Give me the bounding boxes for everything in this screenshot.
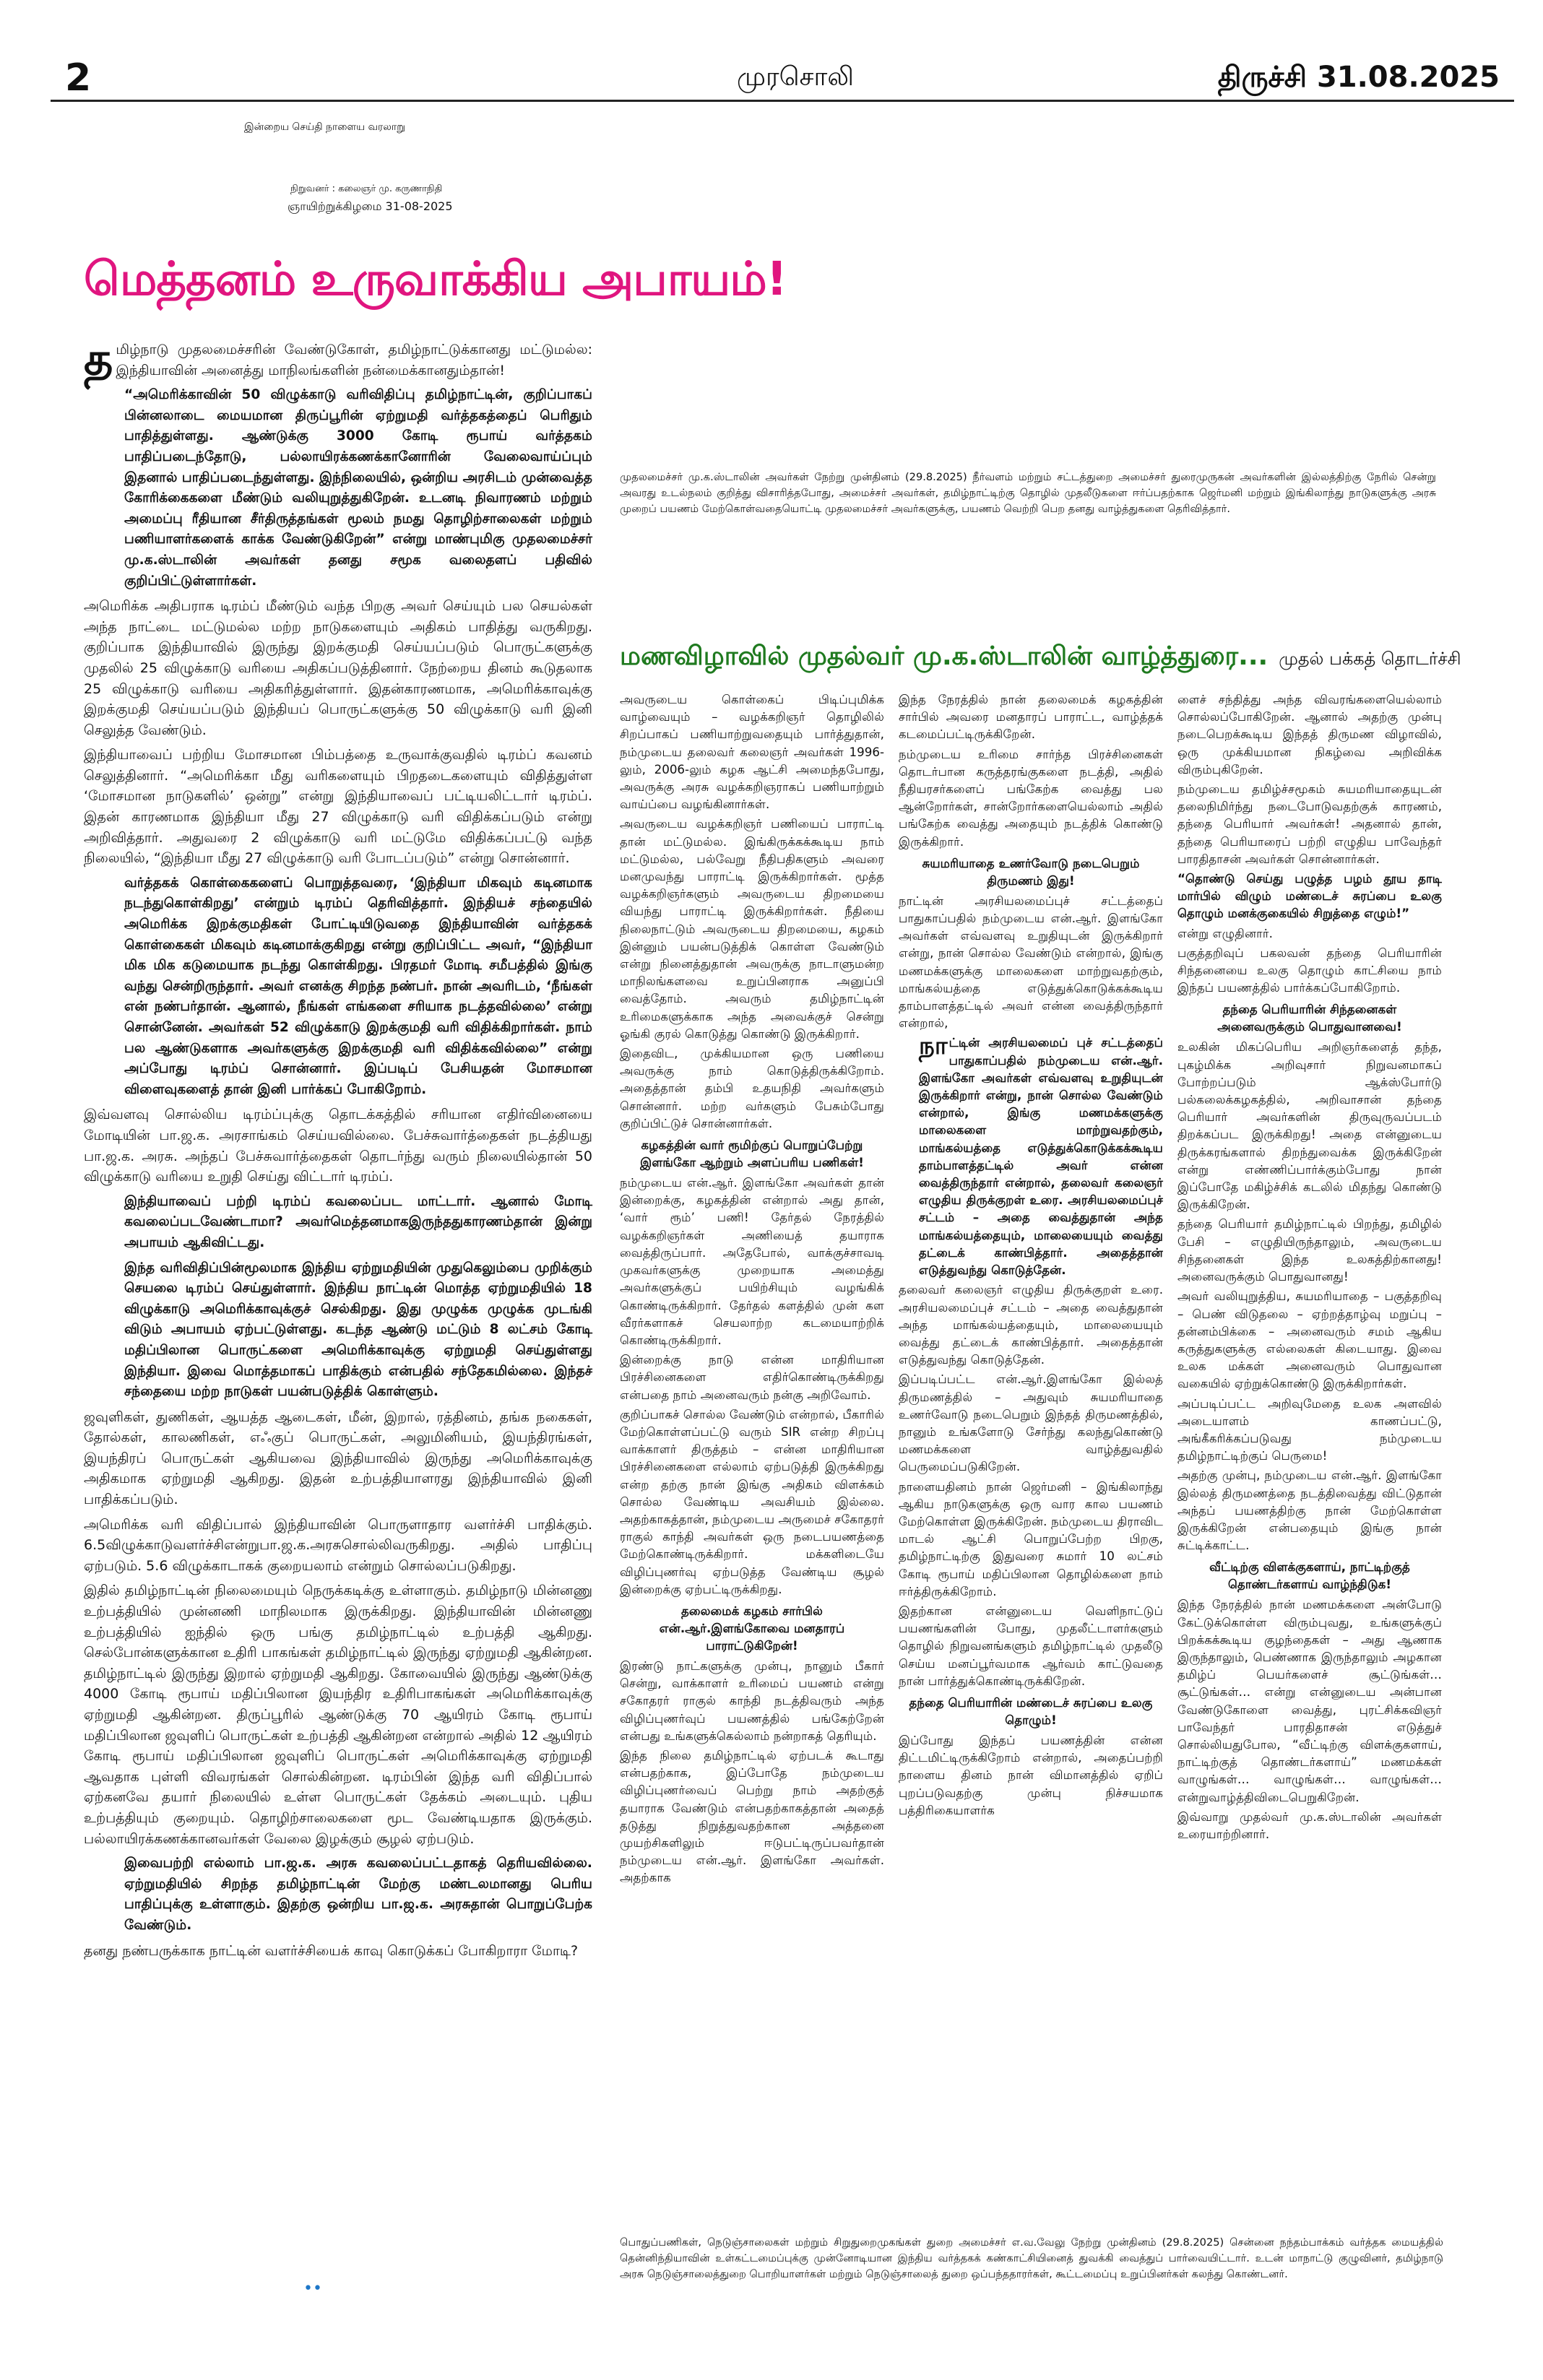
poem-quote: “தொண்டு செய்து பழுத்த பழம் தூய தாடி மார்பில் விழும் மண்டைச் சுரப்பை உலகு தொழும் மனக்குகையில் சிறுத்தை எழும்!” [1177,871,1442,921]
editorial-text: இந்தியாவைப் பற்றி டிரம்ப் கவலைப்பட மாட்டார். ஆனால் மோடி கவலைப்படவேண்டாமா? அவர்மெத்தனமாகஇருந்ததுகாரணம்தான் இன்று அபாயம் ஆகிவிட்டது. [124,1193,592,1250]
photo-caption-bottom: பொதுப்பணிகள், நெடுஞ்சாலைகள் மற்றும் சிறுதுறைமுகங்கள் துறை அமைச்சர் எ.வ.வேலு நேற்று முன்தினம் (29.8.2025) சென்னை நந்தம்பாக்கம் வர்த்தக மையத்தில் தென்னிந்தியாவின் உள்கட்டமைப்புக்கு முன்னோடியான இந்திய வர்த்தகக் கண்காட்சியினைத் துவக்கி வைத்துப் பார்வையிட்டார். உடன் மாநாட்டு குழுவினர், தமிழ்நாடு அரசு நெடுஞ்சாலைத்துறை பொறியாளர்கள் மற்றும் நெடுஞ்சாலைத் துறை ஒப்பந்ததாரர்கள், கூட்டமைப்பு உறுப்பினர்கள் கலந்து கொண்டனர். [620,2236,1443,2280]
feature-paragraph: இதற்கான என்னுடைய வெளிநாட்டுப் பயணங்களின் போது, முதலீட்டாளர்களும் தொழில் நிறுவனங்களும் தமிழ்நாட்டில் முதலீடு செய்ய மனப்பூர்வமாக ஆர்வம் காட்டுவதை நான் பார்த்துக்கொண்டிருக்கிறேன். [899,1603,1163,1688]
editorial-text: இந்த வரிவிதிப்பின்மூலமாக இந்திய ஏற்றுமதியின் முதுகெலும்பை முறிக்கும் செயலை டிரம்ப் செய்துள்ளார். இந்திய நாட்டின் மொத்த ஏற்றுமதியில் 18 விழுக்காடு அமெரிக்காவுக்குச் செல்கிறது. இது முழுக்க முழுக்க முடங்கி விடும் அபாயம் ஏற்பட்டுள்ளது. கடந்த ஆண்டு மட்டும் 8 லட்சம் கோடி மதிப்பிலான பொருட்களை அமெரிக்காவுக்கு ஏற்றுமதி செய்துள்ளது இந்தியா. இவை மொத்தமாகப் பாதிக்கும் என்பதில் சந்தேகமில்லை. இந்தச் சந்தையை மற்ற நாடுகள் பயன்படுத்திக் கொள்ளும். [124,1260,592,1400]
feature-paragraph: நாளையதினம் நான் ஜெர்மனி – இங்கிலாந்து ஆகிய நாடுகளுக்கு ஒரு வார கால பயணம் மேற்கொள்ள இருக்கிறேன். நம்முடைய திராவிட மாடல் ஆட்சி பொறுப்பேற்ற பிறகு, தமிழ்நாட்டிற்கு இதுவரை சுமார் 10 லட்சம் கோடி ரூபாய் மதிப்பிலான தொழில்களை நாம் ஈர்த்திருக்கிறோம். [899,1479,1163,1598]
feature-column-3 [1177,691,1442,1845]
feature-headline [620,641,1461,675]
editorial-paragraph [84,1853,592,1936]
editorial-text: இந்தியாவைப் பற்றிய மோசமான பிம்பத்தை உருவாக்குவதில் டிரம்ப் கவனம் செலுத்தினார். “அமெரிக்கா மீது வரிகளையும் பிறதடைகளையும் விதித்துள்ள ‘மோசமான நாடுகளில்’ ஒன்று” என்று இந்தியாவைப் பட்டியலிட்டார் டிரம்ப். இதன் காரணமாக இந்தியா மீது 27 விழுக்காடு வரி விதிக்கப்படும் என்று அறிவித்தார். அதுவரை 2 விழுக்காடு வரி மட்டுமே விதிக்கப்பட்டு வந்த நிலையில், “இந்தியா மீது 27 விழுக்காடு வரி போடப்படும்” என்று சொன்னார். [84,747,592,867]
feature-paragraph: இந்த நேரத்தில் நான் மணமக்களை அன்போடு கேட்டுக்கொள்ள விரும்புவது, உங்களுக்குப் பிறக்கக்கூடிய குழந்தைகள் – அது ஆணாக இருந்தாலும், பெண்ணாக இருந்தாலும் அழகான தமிழ்ப் பெயர்களைச் சூட்டுங்கள்… சூட்டுங்கள்… என்று என்னுடைய அன்பான வேண்டுகோளை வைத்து, புரட்சிக்கவிஞர் பாவேந்தர் பாரதிதாசன் எடுத்துச் சொல்லியதுபோல, “வீட்டிற்கு விளக்குகளாய், நாட்டிற்குத் தொண்டர்களாய்” மணமக்கள் வாழுங்கள்… வாழுங்கள்… வாழுங்கள்… என்றுவாழ்த்திவிடைபெறுகிறேன். [1177,1597,1442,1804]
editorial-paragraph [84,596,592,740]
subheading: தந்தை பெரியாரின் சிந்தனைகள் அனைவருக்கும் பொதுவானவை! [1217,1002,1402,1034]
subheading: வீட்டிற்கு விளக்குகளாய், நாட்டிற்குத் தொண்டர்களாய் வாழ்ந்திடுக! [1209,1559,1410,1592]
continuation-mark: •• [303,2280,322,2298]
newspaper-name: முரசொலி [737,62,854,92]
editorial-paragraph [84,1104,592,1187]
editorial-paragraph [84,1580,592,1849]
subheading: தந்தை பெரியாரின் மண்டைச் சுரப்பை உலகு தொழும்! [909,1695,1153,1727]
editorial-text: ஜவுளிகள், துணிகள், ஆயத்த ஆடைகள், மீன், இறால், ரத்தினம், தங்க நகைகள், தோல்கள், காலணிகள், எஃகுப் பொருட்கள், அலுமினியம், இயந்திரங்கள், இயந்திரப் பொருட்கள் ஆகியவை இந்தியாவில் இருந்து அமெரிக்காவுக்கு அதிகமாக ஏற்றுமதி ஆகிறது. இதன் உற்பத்தியாளரது இந்தியாவில் இனி பாதிக்கப்படும். [84,1408,592,1508]
editorial-title: மெத்தனம் உருவாக்கிய அபாயம்! [84,253,787,306]
feature-paragraph: அதற்கு முன்பு, நம்முடைய என்.ஆர். இளங்கோ இல்லத் திருமணத்தை நடத்திவைத்து விட்டுதான் அந்தப் பயணத்திற்கு நான் மேற்கொள்ள இருக்கிறேன் என்பதையும் இங்கு நான் சுட்டிக்காட்ட. [1177,1468,1442,1553]
editorial-text: இவைபற்றி எல்லாம் பா.ஜ.க. அரசு கவலைப்பட்டதாகத் தெரியவில்லை. ஏற்றுமதியில் சிறந்த தமிழ்நாட்டின் மேற்கு மண்டலமானது பெரிய பாதிப்புக்கு உள்ளாகும். இதற்கு ஒன்றிய பா.ஜ.க. அரசுதான் பொறுப்பேற்க வேண்டும். [124,1856,592,1933]
editorial-paragraph [84,1407,592,1510]
editorial-text: மிழ்நாடு முதலமைச்சரின் வேண்டுகோள், தமிழ்நாட்டுக்கானது மட்டுமல்ல: இந்தியாவின் அனைத்து மாநிலங்களின் நன்மைக்கானதும்தான்! [116,342,592,378]
feature-paragraph: தந்தை பெரியார் தமிழ்நாட்டில் பிறந்து, தமிழில் பேசி – எழுதியிருந்தாலும், அவருடைய சிந்தனைகள் இந்த உலகத்திற்கானது! அனைவருக்கும் பொதுவானது! [1177,1216,1442,1284]
feature-continuation-label: முதல் பக்கத் தொடர்ச்சி [1279,649,1461,669]
feature-paragraph: என்று எழுதினார். [1177,925,1273,940]
feature-paragraph: தலைவர் கலைஞர் எழுதிய திருக்குறள் உரை. அரசியலமைப்புச் சட்டம் – அதை வைத்துதான் அந்த மாங்கல்யத்தையும், மாலையையும் வைத்து தட்டைக் காண்பித்தார். அதைத்தான் எடுத்துவந்து கொடுத்தேன். [899,1282,1163,1367]
feature-paragraph: இந்த நிலை தமிழ்நாட்டில் ஏற்படக் கூடாது என்பதற்காக, இப்போதே நம்முடைய விழிப்புணர்வைப் பெற்று நாம் அதற்குத் தயாராக வேண்டும் என்பதற்காகத்தான் அதைத் தடுத்து நிறுத்துவதற்கான அத்தனை முயற்சிகளிலும் ஈடுபட்டிருப்பவர்தான் நம்முடைய என்.ஆர். இளங்கோ அவர்கள். அதற்காக [620,1747,884,1885]
feature-paragraph: உலகின் மிகப்பெரிய அறிஞர்களைத் தந்த, புகழ்மிக்க அறிவுசார் நிறுவனமாகப் போற்றப்படும் ஆக்ஸ்போர்டு பல்கலைக்கழகத்தில், அறிவாசான் தந்தை பெரியார் அவர்களின் திருவுருவப்படம் திறக்கப்பட இருக்கிறது! அதை என்னுடைய திருக்கரங்களால் திறந்துவைக்க இருக்கிறேன் என்று எண்ணிப்பார்க்கும்போது நான் இப்போதே மகிழ்ச்சிக் கடலில் மிதந்து கொண்டு இருக்கிறேன். [1177,1039,1442,1212]
feature-paragraph: இந்த நேரத்தில் நான் தலைமைக் கழகத்தின் சார்பில் அவரை மனதாரப் பாராட்ட, வாழ்த்தக் கடமைப்பட்டிருக்கிறேன். [899,692,1163,742]
newspaper-motto: இன்றைய செய்தி நாளைய வரலாறு [244,121,405,133]
pull-quote [899,1031,1163,1278]
editorial-paragraph [84,873,592,1101]
feature-paragraph: நம்முடைய தமிழ்ச்சமூகம் சுயமரியாதையுடன் தலைநிமிர்ந்து நடைபோடுவதற்குக் காரணம், தந்தை பெரியார் அவர்கள்! அதனால் தான், தந்தை பெரியாரைப் பற்றி எழுதிய பாவேந்தர் பாரதிதாசன் அவர்கள் சொன்னார்கள். [1177,782,1442,866]
drop-cap: நா [919,1031,948,1061]
feature-paragraph: இதைவிட, முக்கியமான ஒரு பணியை அவருக்கு நாம் கொடுத்திருக்கிறோம். அதைத்தான் தம்பி உதயநிதி அவர்களும் சொன்னார். மற்ற வர்களும் பேசும்போது குறிப்பிட்டுச் சொன்னார்கள். [620,1046,884,1130]
editorial-text: தனது நண்பருக்காக நாட்டின் வளர்ச்சியைக் காவு கொடுக்கப் போகிறாரா மோடி? [84,1942,579,1959]
feature-title: மணவிழாவில் முதல்வர் மு.க.ஸ்டாலின் வாழ்த்துரை... [620,641,1268,671]
feature-paragraph: அப்படிப்பட்ட அறிவுமேதை உலக அளவில் அடையாளம் காணப்பட்டு, அங்கீகரிக்கப்படுவது நம்முடைய தமிழ்நாட்டிற்குப் பெருமை! [1177,1395,1442,1463]
editorial-paragraph [84,1258,592,1403]
feature-paragraph: அவருடைய கொள்கைப் பிடிப்புமிக்க வாழ்வையும் – வழக்கறிஞர் தொழிலில் சிறப்பாகப் பணியாற்றுவதையும் பார்த்துதான், நம்முடைய தலைவர் கலைஞர் அவர்கள் 1996-லும், 2006-லும் கழக ஆட்சி அமைந்தபோது, அவருக்கு அரசு வழக்கறிஞராகப் பணியாற்றும் வாய்ப்பை வழங்கினார்கள். [620,692,884,812]
editorial-paragraph [84,1515,592,1577]
subheading: சுயமரியாதை உணர்வோடு நடைபெறும் திருமணம் இது! [922,855,1140,888]
header-rule [51,100,1514,102]
editorial-text: அமெரிக்க அதிபராக டிரம்ப் மீண்டும் வந்த பிறகு அவர் செய்யும் பல செயல்கள் அந்த நாட்டை மட்டுமல்ல மற்ற நாடுகளையும் அதிகம் பாதித்து வருகிறது. குறிப்பாக இந்தியாவில் இருந்து இறக்குமதி செய்யப்படும் பொருட்களுக்கு முதலில் 25 விழுக்காடு வரியை அதிகப்படுத்தினார். நேற்றைய தினம் கூடுதலாக 25 விழுக்காடு வரியை அதிகரித்துள்ளார். இதன்காரணமாக, அமெரிக்காவுக்கு இறக்குமதி செய்யப்படும் இந்தியப் பொருட்களுக்கு 50 விழுக்காடு வரி இனி செலுத்த வேண்டும். [84,598,592,738]
editorial-text: இவ்வளவு சொல்லிய டிரம்ப்புக்கு தொடக்கத்தில் சரியான எதிர்வினையை மோடியின் பா.ஜ.க. அரசாங்கம் செய்யவில்லை. பேச்சுவார்த்தைகள் நடத்தியது பா.ஜ.க. அரசு. அந்தப் பேச்சுவார்த்தைகள் தொடர்ந்து வரும் நிலையில்தான் 50 விழுக்காடு வரியை உறுதி செய்து விட்டார் டிரம்ப். [84,1107,592,1185]
photo-caption-top: முதலமைச்சர் மு.க.ஸ்டாலின் அவர்கள் நேற்று முன்தினம் (29.8.2025) நீர்வளம் மற்றும் சட்டத்துறை அமைச்சர் துரைமுருகன் அவர்களின் இல்லத்திற்கு நேரில் சென்று அவரது உடல்நலம் குறித்து விசாரித்தபோது, அமைச்சர் அவர்கள், தமிழ்நாட்டிற்கு தொழில் முதலீடுகளை ஈர்ப்பதற்காக ஜெர்மனி மற்றும் இங்கிலாந்து நாடுகளுக்கு அரசு முறைப் பயணம் மேற்கொள்வதையொட்டி முதலமைச்சர் அவர்களுக்கு, பயணம் வெற்றி பெற தனது வாழ்த்துகளை தெரிவித்தார். [620,471,1436,515]
feature-paragraph: நாட்டின் அரசியலமைப்புச் சட்டத்தைப் பாதுகாப்பதில் நம்முடைய என்.ஆர். இளங்கோ அவர்கள் எவ்வளவு உறுதியுடன் இருக்கிறார் என்று, நான் சொல்ல வேண்டும் என்றால், இங்கு மணமக்களுக்கு மாலைகளை மாற்றுவதற்கும், மாங்கல்யத்தை எடுத்துக்கொடுக்கக்கூடிய தாம்பாளத்தட்டில் அவர் என்ன வைத்திருந்தார் என்றால், [899,893,1163,1031]
editorial-paragraph [84,1941,592,1962]
feature-paragraph: இவ்வாறு முதல்வர் மு.க.ஸ்டாலின் அவர்கள் உரையாற்றினார். [1177,1809,1442,1841]
editorial-text: “அமெரிக்காவின் 50 விழுக்காடு வரிவிதிப்பு தமிழ்நாட்டின், குறிப்பாகப் பின்னலாடை மையமான திருப்பூரின் ஏற்றுமதி வர்த்தகத்தைப் பெரிதும் பாதித்துள்ளது. ஆண்டுக்கு 3000 கோடி ரூபாய் வர்த்தகம் பாதிப்படைந்தோடு, பல்லாயிரக்கணக்கானோரின் வேலைவாய்ப்பும் இதனால் பாதிப்படைந்துள்ளது. இந்நிலையில், ஒன்றிய அரசிடம் முன்வைத்த கோரிக்கைகளை மீண்டும் வலியுறுத்துகிறேன். உடனடி நிவாரணம் மற்றும் அமைப்பு ரீதியான சீர்திருத்தங்கள் மூலம் நமது தொழிற்சாலைகள் மற்றும் பணியாளர்களைக் காக்க வேண்டுகிறேன்” என்று மாண்புமிகு முதலமைச்சர் மு.க.ஸ்டாலின் அவர்கள் தனது சமூக வலைதளப் பதிவில் குறிப்பிட்டுள்ளார்கள். [124,387,592,589]
editorial-paragraph [84,385,592,592]
editorial-paragraph [84,745,592,869]
feature-paragraph: நம்முடைய என்.ஆர். இளங்கோ அவர்கள் தான் இன்றைக்கு, கழகத்தின் என்றால் அது தான், ‘வார் ரூம்’ பணி! தேர்தல் நேரத்தில் வழக்கறிஞர்கள் அணியைத் தயாராக வைத்திருப்பார். அதேபோல், வாக்குச்சாவடி முகவர்களுக்கு முறையாக அமைத்து அவர்களுக்குப் பயிற்சியும் வழங்கிக் கொண்டிருக்கிறார். தேர்தல் களத்தில் முன் கள வீரர்களாகச் செயலாற்ற கடமையாற்றிக் கொண்டிருக்கிறார். [620,1175,884,1347]
feature-paragraph: இப்படிப்பட்ட என்.ஆர்.இளங்கோ இல்லத் திருமணத்தில் – அதுவும் சுயமரியாதை உணர்வோடு நடைபெறும் இந்தத் திருமணத்தில், நானும் உங்களோடு சேர்ந்து கலந்துகொண்டு மணமக்களை வாழ்த்துவதில் பெருமைப்படுகிறேன். [899,1372,1163,1474]
feature-paragraph: குறிப்பாகச் சொல்ல வேண்டும் என்றால், பீகாரில் மேற்கொள்ளப்பட்டு வரும் SIR என்ற சிறப்பு வாக்காளர் திருத்தம் – என்ன மாதிரியான பிரச்சினைகளை எல்லாம் ஏற்படுத்தி இருக்கிறது என்ற தற்கு நான் இங்கு அதிகம் விளக்கம் சொல்ல வேண்டிய அவசியம் இல்லை. அதற்காகத்தான், நம்முடைய அருமைச் சகோதரர் ராகுல் காந்தி அவர்கள் ஒரு நடைபயணத்தை மேற்கொண்டிருக்கிறார். மக்களிடையே விழிப்புணர்வு ஏற்படுத்த வேண்டிய சூழல் இன்றைக்கு ஏற்பட்டிருக்கிறது. [620,1406,884,1596]
edition-date: திருச்சி 31.08.2025 [1217,61,1500,94]
subheading: கழகத்தின் வார் ரூமிற்குப் பொறுப்பேற்று இளங்கோ ஆற்றும் அளப்பரிய பணிகள்! [640,1138,864,1170]
founder-line: நிறுவனர் : கலைஞர் மு. கருணாநிதி [290,183,443,194]
page-number: 2 [65,56,92,100]
subheading: தலைமைக் கழகம் சார்பில் என்.ஆர்.இளங்கோவை மனதாரப் பாராட்டுகிறேன்! [659,1603,845,1653]
feature-paragraph: அவருடைய வழக்கறிஞர் பணியைப் பாராட்டி தான் மட்டுமல்ல. இங்கிருக்கக்கூடிய நாம் மட்டுமல்ல, பல்வேறு நீதிபதிகளும் அவரை மனமுவந்து பாராட்டி இருக்கிறார்கள். மூத்த வழக்கறிஞர்களும் அவருடைய திறமையை வியந்து பாராட்டி இருக்கிறார்கள். நீதியை நிலைநாட்டும் அவருடைய திறமையை, கழகம் இன்னும் பயன்படுத்திக் கொள்ள வேண்டும் என்று நினைத்துதான் அவருக்கு நாடாளுமன்ற மாநிலங்களவை உறுப்பினராக அனுப்பி வைத்தோம். அவரும் தமிழ்நாட்டின் உரிமைகளுக்காக அந்த அவைக்குச் சென்று ஓங்கி குரல் கொடுத்து கொண்டு இருக்கிறார். [620,816,884,1041]
editorial-text: வர்த்தகக் கொள்கைகளைப் பொறுத்தவரை, ‘இந்தியா மிகவும் கடினமாக நடந்துகொள்கிறது’ என்றும் டிரம்ப் தெரிவித்தார். இந்தியச் சந்தையில் அமெரிக்க இறக்குமதிகள் போட்டியிடுவதை இந்தியாவின் வர்த்தகக் கொள்கைகள் மிகவும் கடினமாக்குகிறது என்று குறிப்பிட்ட அவர், “இந்தியா மிக மிக கடுமையாக நடந்து கொள்கிறது. பிரதமர் மோடி சமீபத்தில் இங்கு வந்து சென்றிருந்தார். அவர் எனக்கு சிறந்த நண்பர். நான் அவரிடம், ‘நீங்கள் என் நண்பர்தான். ஆனால், நீங்கள் எங்களை சரியாக நடத்தவில்லை’ என்று சொன்னேன். அவர்கள் 52 விழுக்காடு இறக்குமதி வரி விதிக்கிறார்கள். நாம் பல ஆண்டுகளாக அவர்களுக்கு இறக்குமதி வரி விதிக்கவில்லை” என்று அப்போது டிரம்ப் சொன்னார். இப்படிப் பேசியதன் மோசமான விளைவுகளைத் தான் இனி பார்க்கப் போகிறோம். [124,875,592,1097]
feature-column-2 [899,691,1163,1821]
feature-paragraph: நம்முடைய உரிமை சார்ந்த பிரச்சினைகள் தொடர்பான கருத்தரங்குகளை நடத்தி, அதில் நீதியரசர்களைப் பங்கேற்க வைத்து பல ஆன்றோர்கள், சான்றோர்களையெல்லாம் அதில் பங்கேற்க வைத்து அதையும் நடத்திக் கொண்டு இருக்கிறார். [899,746,1163,849]
feature-paragraph: இன்றைக்கு நாடு என்ன மாதிரியான பிரச்சினைகளை எதிர்கொண்டிருக்கிறது என்பதை நாம் அனைவரும் நன்கு அறிவோம். [620,1352,884,1402]
feature-paragraph: பகுத்தறிவுப் பகலவன் தந்தை பெரியாரின் சிந்தனையை உலகு தொழும் காட்சியை நாம் இந்தப் பயணத்தில் பார்க்கப்போகிறோம். [1177,945,1442,995]
editorial-text: இதில் தமிழ்நாட்டின் நிலைமையும் நெருக்கடிக்கு உள்ளாகும். தமிழ்நாடு மின்னணு உற்பத்தியில் முன்னணி மாநிலமாக இருக்கிறது. இந்தியாவின் மின்னணு உற்பத்தியில் ஐந்தில் ஒரு பங்கு தமிழ்நாட்டில் உற்பத்தி ஆகிறது. செல்போன்களுக்கான உதிரி பாகங்கள் தமிழ்நாட்டில் இருந்து ஏற்றுமதி ஆகின்றன. தமிழ்நாட்டில் இருந்து இறால் ஏற்றுமதி ஆகிறது. கோவையில் இருந்து ஆண்டுக்கு 4000 கோடி ரூபாய் மதிப்பிலான இயந்திர உதிரிபாகங்கள் அமெரிக்காவுக்கு ஏற்றுமதி ஆகின்றன. திருப்பூரில் ஆண்டுக்கு 70 ஆயிரம் கோடி ரூபாய் மதிப்பிலான ஜவுளிப் பொருட்கள் உற்பத்தி ஆகின்றன என்றால் அதில் 12 ஆயிரம் கோடி ரூபாய் மதிப்பிலான ஜவுளிப் பொருட்கள் அமெரிக்காவுக்கு ஏற்றுமதி ஆவதாக புள்ளி விவரங்கள் சொல்கின்றன. டிரம்பின் இந்த வரி விதிப்பால் ஏற்கனவே தயார் நிலையில் உள்ள பொருட்கள் தேக்கம் அடையும். புதிய உற்பத்தியும் குறையும். தொழிற்சாலைகளை மூட வேண்டியதாக இருக்கும். பல்லாயிரக்கணக்கானவர்கள் வேலை இழக்கும் சூழல் ஏற்படும். [84,1583,592,1847]
feature-paragraph: இரண்டு நாட்களுக்கு முன்பு, நானும் பீகார் சென்று, வாக்காளர் உரிமைப் பயணம் என்று சகோதரர் ராகுல் காந்தி நடத்திவரும் அந்த விழிப்புணர்வுப் பயணத்தில் பங்கேற்றேன் என்பது உங்களுக்கெல்லாம் நன்றாகத் தெரியும். [620,1658,884,1743]
editorial-weekday: ஞாயிற்றுக்கிழமை 31-08-2025 [288,199,453,213]
pull-quote-text: ட்டின் அரசியலமைப் புச் சட்டத்தைப் பாதுகாப்பதில் நம்முடைய என்.ஆர். இளங்கோ அவர்கள் எவ்வளவு உறுதியுடன் இருக்கிறார் என்று, நான் சொல்ல வேண்டும் என்றால், இங்கு மணமக்களுக்கு மாலைகளை மாற்றுவதற்கும், மாங்கல்யத்தை எடுத்துக்கொடுக்கக்கூடிய தாம்பாளத்தட்டில் அவர் என்ன வைத்திருந்தார் என்றால், தலைவர் கலைஞர் எழுதிய திருக்குறள் உரை. அரசியலமைப்புச் சட்டம் – அதை வைத்துதான் அந்த மாங்கல்யத்தையும், மாலையையும் வைத்து தட்டைக் காண்பித்தார். அதைத்தான் எடுத்துவந்து கொடுத்தேன். [919,1035,1163,1278]
editorial-paragraph [84,332,592,385]
feature-column-1 [620,691,884,1889]
editorial-body [84,332,592,1965]
feature-paragraph: அவர் வலியுறுத்திய, சுயமரியாதை – பகுத்தறிவு – பெண் விடுதலை – ஏற்றத்தாழ்வு மறுப்பு – தன்னம்பிக்கை – அனைவரும் சமம் ஆகிய கருத்துகளுக்கு எல்லைகள் கிடையாது. இவை உலக மக்கள் அனைவரும் பொதுவான வகையில் ஏற்றுக்கொண்டு இருக்கிறார்கள். [1177,1289,1442,1391]
editorial-paragraph [84,1192,592,1254]
drop-cap: த [84,332,113,385]
feature-paragraph: இப்போது இந்தப் பயணத்தின் என்ன திட்டமிட்டிருக்கிறோம் என்றால், அதைப்பற்றி நாளைய தினம் நான் விமானத்தில் ஏறிப் புறப்படுவதற்கு முன்பு நிச்சயமாக பத்திரிகையாளர்க [899,1732,1163,1817]
editorial-text: அமெரிக்க வரி விதிப்பால் இந்தியாவின் பொருளாதார வளர்ச்சி பாதிக்கும். 6.5விழுக்காடுவளர்ச்சிஎன்றுபா.ஜ.க.அரசுசொல்லிவருகிறது. அதில் பாதிப்பு ஏற்படும். 5.6 விழுக்காடாகக் குறையலாம் என்றும் சொல்லப்படுகிறது. [84,1516,592,1574]
feature-paragraph: ளைச் சந்தித்து அந்த விவரங்களையெல்லாம் சொல்லப்போகிறேன். ஆனால் அதற்கு முன்பு நடைபெறக்கூடிய இந்தத் திருமண விழாவில், ஒரு முக்கியமான நிகழ்வை அறிவிக்க விரும்புகிறேன். [1177,692,1442,776]
